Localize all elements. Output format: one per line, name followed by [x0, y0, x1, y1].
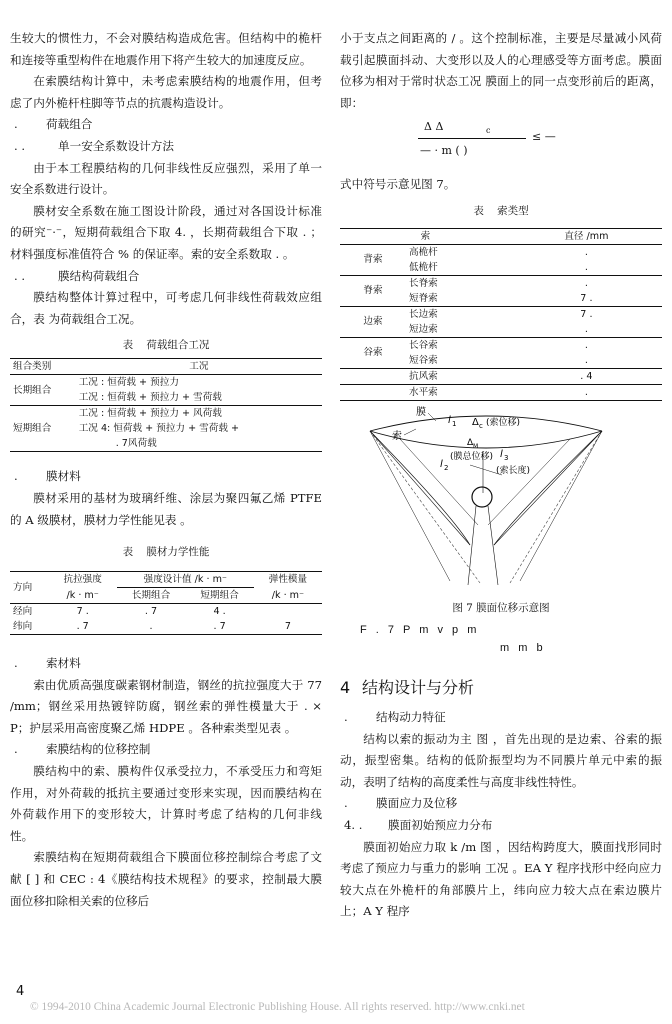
cable-displaced	[370, 431, 602, 448]
chapter-title: 结构设计与分析	[362, 677, 475, 697]
section-number: 4. .	[344, 817, 363, 832]
table-cell: 短期组合	[10, 406, 76, 452]
paragraph: 由于本工程膜结构的几何非线性反应强烈，采用了单一安全系数进行设计。	[10, 160, 322, 197]
section-number: .	[344, 796, 348, 811]
label-l3: l	[500, 448, 503, 460]
table-cell: 7 .	[580, 308, 593, 320]
mast-ring	[472, 487, 492, 507]
table-cell: .	[584, 386, 588, 398]
table-row	[340, 337, 662, 353]
table-cell: 7 .	[580, 292, 593, 304]
caption-text: 荷载组合工况	[146, 339, 210, 352]
label-dc-sub: c	[479, 421, 483, 430]
table-cell: 脊索	[340, 275, 406, 306]
table-cell: 低桅杆	[409, 261, 438, 273]
section-title: 膜结构荷载组合	[58, 268, 140, 283]
page-number: 4	[16, 984, 25, 999]
subsection-heading	[340, 815, 662, 837]
table-caption	[10, 336, 322, 354]
table-header: 方向	[10, 572, 49, 604]
figure-caption-english: m m b	[500, 641, 546, 654]
table-cell: .	[584, 323, 588, 335]
displacement-formula	[340, 114, 662, 174]
table-cell: 纬向	[13, 621, 33, 633]
section-title: 单一安全系数设计方法	[58, 138, 174, 153]
table-header: 工况	[189, 361, 209, 373]
table-cell: 7 .	[76, 606, 89, 618]
table-row	[340, 384, 662, 400]
table-cell: . 7	[144, 606, 158, 618]
subsection-heading	[10, 266, 322, 288]
table-cell: 工况 4: 恒荷载 + 预拉力 + 雪荷载 +	[78, 423, 240, 435]
table-header: 弹性模量	[268, 574, 308, 586]
table-header: 组合类别	[13, 361, 52, 373]
table-row	[10, 604, 322, 620]
label-l1: l	[448, 414, 451, 426]
paragraph: 小于支点之间距离的 / 。这个控制标准，主要是尽量减小风荷载引起膜面抖动、大变形以及人的心理感受等方面考虑。膜面位移为相对于常时状态工况 膜面上的同一点变形前后的距离，即：	[340, 31, 662, 110]
formula-relation: ≤ —	[532, 130, 556, 144]
formula-denominator: — · m ( )	[420, 144, 468, 158]
paragraph: 结构以索的振动为主 图 ，首先出现的是边索、谷索的振动，振型密集。结构的低阶振型均为不同膜片单元中索的振动，表明了结构的高度柔性与高度非线性特性。	[340, 731, 662, 789]
table-header: /k · m⁻	[271, 589, 305, 601]
paragraph: 索膜结构在短期荷载组合下膜面位移控制综合考虑了文献 [ ] 和 CEC : 4《膜结构技术规程》的要求，控制最大膜面位移扣除相关索的位移后	[10, 850, 322, 908]
table-cell: .	[149, 621, 153, 633]
paragraph: 生较大的惯性力，不会对膜结构造成危害。但结构中的桅杆和连接等重型构件在地震作用下将产生较大的加速度反应。	[10, 31, 322, 67]
caption-label: 表	[122, 339, 134, 352]
table-row	[340, 306, 662, 322]
label-dc-text: (索位移)	[486, 417, 521, 428]
table-cell: 工况 : 恒荷载 + 预拉力	[78, 377, 179, 389]
leader-line	[404, 429, 416, 435]
section-number: .	[344, 709, 348, 724]
table-cell: . 4	[580, 370, 593, 382]
table-cell: . 7	[213, 621, 226, 633]
table-header: /k · m⁻	[66, 589, 99, 601]
label-cable: 索	[392, 430, 402, 442]
cable-line	[370, 431, 450, 581]
table-header: 索	[420, 230, 431, 242]
paragraph: 膜面初始应力取 k /m 图 ，因结构跨度大，膜面找形同时考虑了预应力与重力的影响 工况 。EA Y 程序找形中经向应力较大点在外桅杆的角部膜片上，纬向应力较大点在索边膜片上；A Y 程序	[340, 839, 662, 919]
paragraph: 索由优质高强度碳素钢材制造，钢丝的抗拉强度大于 77 /mm；钢丝采用热镀锌防腐，钢丝索的弹性模量大于 . × P；护层采用高密度聚乙烯 HDPE 。各种索类型见表 。	[10, 677, 322, 735]
table-cell: 抗风索	[409, 370, 438, 382]
cable-line	[370, 431, 470, 545]
caption-label: 表	[473, 204, 484, 217]
formula-numerator: Δ Δ	[424, 120, 444, 134]
label-dm-text: (膜总位移)	[450, 451, 494, 462]
table-cell: .	[584, 261, 588, 273]
paragraph: 式中符号示意见图 7。	[340, 177, 456, 192]
table-cell: 短脊索	[409, 292, 438, 304]
section-number: .	[14, 742, 18, 757]
paragraph: 在索膜结构计算中，未考虑索膜结构的地震作用，但考虑了内外桅杆柱脚等节点的抗震构造设计。	[10, 74, 322, 110]
table-cell: 短谷索	[409, 354, 438, 366]
paragraph: 膜材采用的基材为玻璃纤维、涂层为聚四氟乙烯 PTFE 的 A 级膜材，膜材力学性能见表 。	[10, 490, 322, 527]
section-title: 膜材料	[46, 469, 81, 484]
formula-subscript: c	[486, 126, 491, 136]
table-cell: . 7风荷载	[115, 438, 157, 450]
cable-line	[520, 431, 602, 581]
section-title: 荷载组合	[46, 117, 93, 132]
label-l2: l	[440, 458, 443, 470]
displacement-figure	[340, 405, 662, 597]
section-title: 膜面初始预应力分布	[388, 817, 493, 832]
paragraph: 膜结构中的索、膜构件仅承受拉力，不承受压力和弯矩作用，对外荷载的抵抗主要通过变形来实现，因而膜结构在外荷载作用下的变形较大，计算时考虑了结构的几何非线性。	[10, 764, 322, 843]
left-column	[10, 28, 322, 912]
section-number: .	[14, 117, 18, 132]
subsection-heading	[10, 136, 322, 158]
paragraph: 膜结构整体计算过程中，可考虑几何非线性荷载效应组合，表 为荷载组合工况。	[10, 290, 322, 326]
section-title: 膜面应力及位移	[376, 796, 458, 811]
figure-caption-english: F . 7 P m v p m	[360, 623, 480, 636]
section-title: 索膜结构的位移控制	[46, 742, 151, 757]
table-cell: .	[584, 339, 588, 351]
label-l3-sub: 3	[504, 453, 509, 462]
table-cell: 谷索	[340, 337, 406, 368]
caption-text: 膜材力学性能	[146, 546, 210, 559]
label-dm: Δ	[467, 437, 474, 448]
section-title: 索材料	[46, 656, 81, 671]
chapter-heading	[340, 675, 662, 701]
table-caption	[10, 543, 322, 561]
table-row	[340, 368, 662, 384]
cable-line	[494, 431, 602, 545]
table-header: 短期组合	[200, 590, 239, 602]
caption-label: 表	[122, 546, 134, 559]
table-cell	[254, 604, 322, 620]
label-membrane: 膜	[416, 406, 426, 418]
section-number: .	[14, 469, 18, 484]
figure-caption: 图 7 膜面位移示意图	[452, 601, 550, 614]
table-row	[340, 244, 662, 260]
section-heading	[10, 466, 322, 488]
table-header: 强度设计值 /k · m⁻	[117, 572, 254, 588]
table-caption	[340, 202, 662, 220]
table-cell: 长边索	[409, 308, 438, 320]
table-cell: 高桅杆	[409, 246, 438, 258]
table-cell: .	[584, 277, 588, 289]
displacement-diagram	[340, 405, 662, 597]
table-header: 直径 /mm	[564, 230, 609, 242]
label-dm-sub: M	[473, 442, 479, 450]
copyright-footer: © 1994-2010 China Academic Journal Electronic Publishing House. All rights reserved. http://www.cnki.net	[30, 1001, 525, 1013]
chapter-number: 4	[340, 677, 351, 697]
label-length: (索长度)	[496, 465, 531, 476]
fraction-bar	[418, 138, 526, 139]
cable-line	[488, 506, 498, 585]
table-row	[10, 619, 322, 635]
table-cell: 工况 : 恒荷载 + 预拉力 + 风荷载	[78, 408, 222, 420]
table-cell: 长脊索	[409, 277, 438, 289]
table-cell: .	[584, 354, 588, 366]
section-title: 结构动力特征	[376, 709, 446, 724]
section-number: .	[14, 656, 18, 671]
table-cell: 水平索	[409, 386, 438, 398]
table-cell: 工况 : 恒荷载 + 预拉力 + 雪荷载	[78, 392, 222, 404]
label-dc: Δ	[472, 416, 479, 428]
right-column	[340, 28, 662, 923]
caption-text: 索类型	[497, 204, 529, 217]
table-header: 长期组合	[131, 590, 171, 602]
table-cell: 长谷索	[409, 339, 438, 351]
paragraph: 膜材安全系数在施工图设计阶段，通过对各国设计标准的研究⁻·⁻，短期荷载组合下取 4. ，长期荷载组合下取 . ；材料强度标准值符合 % 的保证率。索的安全系数取 . 。	[10, 203, 322, 261]
table-row	[340, 275, 662, 291]
section-heading	[10, 653, 322, 675]
table-cell: 长期组合	[10, 375, 76, 406]
table-cell: 4 .	[213, 606, 226, 618]
table-cell: 7	[284, 621, 291, 633]
table-cell: .	[584, 246, 588, 258]
section-number: . .	[14, 138, 26, 153]
cable-line	[468, 506, 476, 585]
section-number: . .	[14, 268, 26, 283]
section-heading	[340, 793, 662, 815]
section-heading	[10, 114, 322, 136]
table-cell: . 7	[76, 621, 89, 633]
table-cell: 短边索	[409, 323, 438, 335]
load-combination-table	[10, 358, 322, 452]
table-header: 抗拉强度	[63, 574, 102, 586]
table-cell: 经向	[13, 606, 33, 618]
table-cell: 边索	[340, 306, 406, 337]
section-heading	[340, 707, 662, 729]
label-l1-sub: 1	[452, 419, 457, 428]
membrane-property-table	[10, 571, 322, 635]
label-l2-sub: 2	[444, 463, 449, 472]
section-heading	[10, 739, 322, 761]
table-cell: 背索	[340, 244, 406, 275]
cable-type-table	[340, 228, 662, 401]
